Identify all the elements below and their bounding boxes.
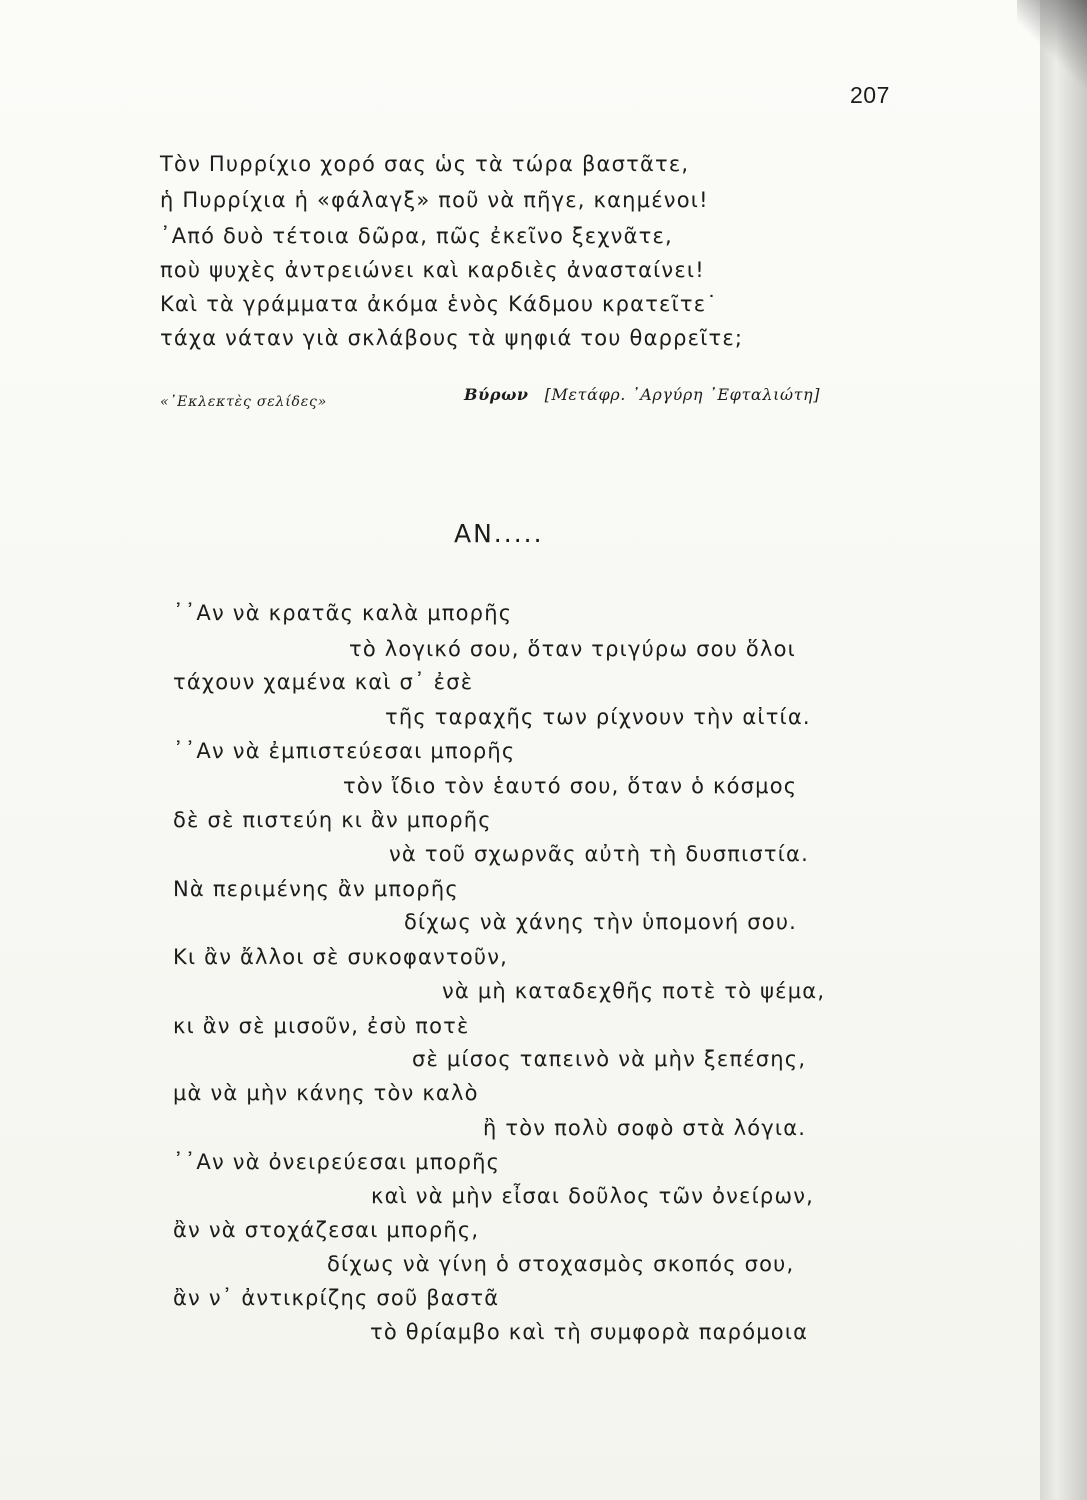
poem-line: τῆς ταραχῆς των ρίχνουν τὴν αἰτία.: [385, 705, 811, 729]
page-number: 207: [850, 82, 890, 108]
poem-line: ποὺ ψυχὲς ἀντρειώνει καὶ καρδιὲς ἀνασταίνει!: [160, 258, 705, 282]
poem-line: μὰ νὰ μὴν κάνης τὸν καλὸ: [173, 1081, 479, 1105]
poem-line: Καὶ τὰ γράμματα ἀκόμα ἑνὸς Κάδμου κρατεῖτε˙: [160, 292, 718, 316]
poem-line: ᾿Από δυὸ τέτοια δῶρα, πῶς ἐκεῖνο ξεχνᾶτε,: [160, 224, 673, 248]
poem-line: ἂν νὰ στοχάζεσαι μπορῆς,: [173, 1218, 480, 1242]
author-credit: [464, 385, 820, 404]
poem-line: Νὰ περιμένης ἂν μπορῆς: [173, 877, 459, 901]
poem-line: ᾿᾿Αν νὰ ἐμπιστεύεσαι μπορῆς: [173, 739, 516, 763]
poem-line: δίχως νὰ γίνη ὁ στοχασμὸς σκοπός σου,: [327, 1252, 795, 1276]
poem-line: δίχως νὰ χάνης τὴν ὑπομονή σου.: [404, 910, 798, 934]
poem-line: ᾿᾿Αν νὰ ὀνειρεύεσαι μπορῆς: [173, 1150, 501, 1174]
poem-line: τὸ λογικό σου, ὅταν τριγύρω σου ὅλοι: [349, 637, 796, 661]
poem-line: δὲ σὲ πιστεύη κι ἂν μπορῆς: [173, 808, 492, 832]
poem-line: τάχουν χαμένα καὶ σ᾿ ἐσὲ: [173, 670, 474, 694]
author-name: Βύρων: [464, 385, 529, 404]
poem-line: τὸν ἴδιο τὸν ἑαυτό σου, ὅταν ὁ κόσμος: [343, 774, 798, 798]
poem-line: Κι ἂν ἄλλοι σὲ συκοφαντοῦν,: [173, 945, 509, 969]
poem-line: ἡ Πυρρίχια ἡ «φάλαγξ» ποῦ νὰ πῆγε, καημένοι!: [160, 188, 709, 212]
poem-line: ᾿᾿Αν νὰ κρατᾶς καλὰ μπορῆς: [173, 601, 513, 625]
poem-line: τάχα νάταν γιὰ σκλάβους τὰ ψηφιά του θαρρεῖτε;: [160, 326, 744, 350]
translator-note: [Μετάφρ. ᾿Αργύρη ᾿Εφταλιώτη]: [544, 385, 821, 404]
source-citation: «᾿Εκλεκτὲς σελίδες»: [160, 394, 328, 410]
poem-line: ἢ τὸν πολὺ σοφὸ στὰ λόγια.: [483, 1116, 807, 1140]
page-edge: [1040, 0, 1087, 1500]
poem-line: κι ἂν σὲ μισοῦν, ἐσὺ ποτὲ: [173, 1014, 470, 1038]
poem-line: καὶ νὰ μὴν εἶσαι δοῦλος τῶν ὀνείρων,: [371, 1184, 815, 1208]
poem-line: τὸ θρίαμβο καὶ τὴ συμφορὰ παρόμοια: [370, 1320, 809, 1344]
poem-line: σὲ μίσος ταπεινὸ νὰ μὴν ξεπέσης,: [412, 1047, 807, 1071]
poem-line: Τὸν Πυρρίχιο χορό σας ὡς τὰ τώρα βαστᾶτε,: [160, 152, 690, 176]
corner-shadow: [1017, 0, 1087, 150]
poem-line: νὰ μὴ καταδεχθῆς ποτὲ τὸ ψέμα,: [442, 979, 826, 1003]
poem-title: ΑΝ.....: [454, 519, 544, 548]
poem-line: ἂν ν᾿ ἀντικρίζης σοῦ βαστᾶ: [173, 1286, 500, 1310]
poem-line: νὰ τοῦ σχωρνᾶς αὐτὴ τὴ δυσπιστία.: [389, 842, 809, 866]
